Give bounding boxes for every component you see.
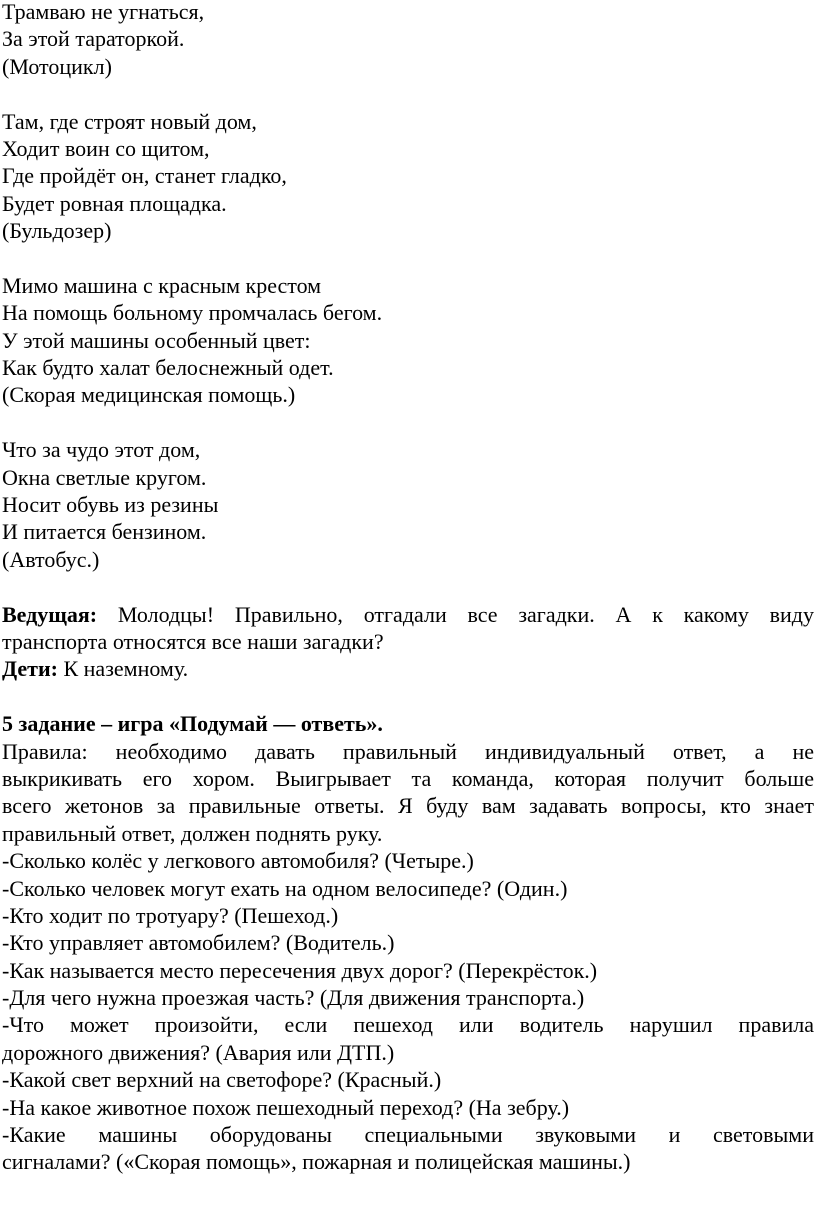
host-speech-line-2: транспорта относятся все наши загадки? bbox=[2, 628, 384, 654]
question-9: -На какое животное похож пешеходный переход? (На зебру.) bbox=[2, 1094, 570, 1120]
spacer bbox=[2, 683, 814, 710]
rules-line-2: выкрикивать его хором. Выигрывает та команда, которая получит больше bbox=[2, 765, 814, 791]
kids-label: Дети: bbox=[2, 656, 58, 682]
question-7-line-2: дорожного движения? (Авария или ДТП.) bbox=[2, 1039, 395, 1065]
spacer bbox=[2, 409, 814, 436]
question-1: -Сколько колёс у легкового автомобиля? (Четыре.) bbox=[2, 848, 474, 874]
task-5-heading: 5 задание – игра «Подумай — ответь». bbox=[2, 711, 383, 737]
question-7-line-1: -Что может произойти, если пешеход или водитель нарушил правила bbox=[2, 1012, 814, 1038]
question-6: -Для чего нужна проезжая часть? (Для движения транспорта.) bbox=[2, 985, 585, 1011]
riddle-1-answer: (Мотоцикл) bbox=[2, 53, 112, 79]
spacer bbox=[2, 80, 814, 107]
riddle-3-answer: (Скорая медицинская помощь.) bbox=[2, 382, 296, 408]
riddle-4-line-4: И питается бензином. bbox=[2, 519, 207, 545]
kids-speech bbox=[2, 655, 814, 682]
riddle-4-line-2: Окна светлые кругом. bbox=[2, 464, 207, 490]
spacer bbox=[2, 245, 814, 272]
riddle-3-line-1: Мимо машина с красным крестом bbox=[2, 272, 322, 298]
host-speech-line-1 bbox=[2, 601, 814, 628]
question-10-line-2: сигналами? («Скорая помощь», пожарная и полицейская машины.) bbox=[2, 1149, 631, 1175]
riddle-2-line-2: Ходит воин со щитом, bbox=[2, 135, 210, 161]
host-label: Ведущая: bbox=[2, 601, 98, 627]
rules-line-4: правильный ответ, должен поднять руку. bbox=[2, 820, 383, 846]
riddle-4-line-3: Носит обувь из резины bbox=[2, 492, 219, 518]
riddle-3-line-2: На помощь больному промчалась бегом. bbox=[2, 300, 383, 326]
riddle-4-line-1: Что за чудо этот дом, bbox=[2, 437, 201, 463]
riddle-2-line-1: Там, где строят новый дом, bbox=[2, 108, 257, 134]
spacer bbox=[2, 573, 814, 600]
riddle-4-answer: (Автобус.) bbox=[2, 546, 100, 572]
kids-text: К наземному. bbox=[63, 656, 189, 682]
riddle-3-line-3: У этой машины особенный цвет: bbox=[2, 327, 311, 353]
question-8: -Какой свет верхний на светофоре? (Красный.) bbox=[2, 1067, 442, 1093]
question-10-line-1: -Какие машины оборудованы специальными звуковыми и световыми bbox=[2, 1122, 814, 1148]
question-4: -Кто управляет автомобилем? (Водитель.) bbox=[2, 930, 395, 956]
riddle-2-answer: (Бульдозер) bbox=[2, 218, 112, 244]
question-3: -Кто ходит по тротуару? (Пешеход.) bbox=[2, 902, 339, 928]
rules-line-1: Правила: необходимо давать правильный индивидуальный ответ, а не bbox=[2, 738, 814, 764]
riddle-1-line-1: Трамваю не угнаться, bbox=[2, 0, 205, 24]
riddle-1-line-2: За этой тараторкой. bbox=[2, 26, 185, 52]
riddle-3-line-4: Как будто халат белоснежный одет. bbox=[2, 355, 334, 381]
riddle-2-line-3: Где пройдёт он, станет гладко, bbox=[2, 163, 287, 189]
host-text-1: Молодцы! Правильно, отгадали все загадки. А к какому виду bbox=[117, 601, 814, 627]
question-2: -Сколько человек могут ехать на одном велосипеде? (Один.) bbox=[2, 875, 568, 901]
question-5: -Как называется место пересечения двух дорог? (Перекрёсток.) bbox=[2, 957, 598, 983]
rules-line-3: всего жетонов за правильные ответы. Я буду вам задавать вопросы, кто знает bbox=[2, 793, 814, 819]
riddle-2-line-4: Будет ровная площадка. bbox=[2, 190, 227, 216]
